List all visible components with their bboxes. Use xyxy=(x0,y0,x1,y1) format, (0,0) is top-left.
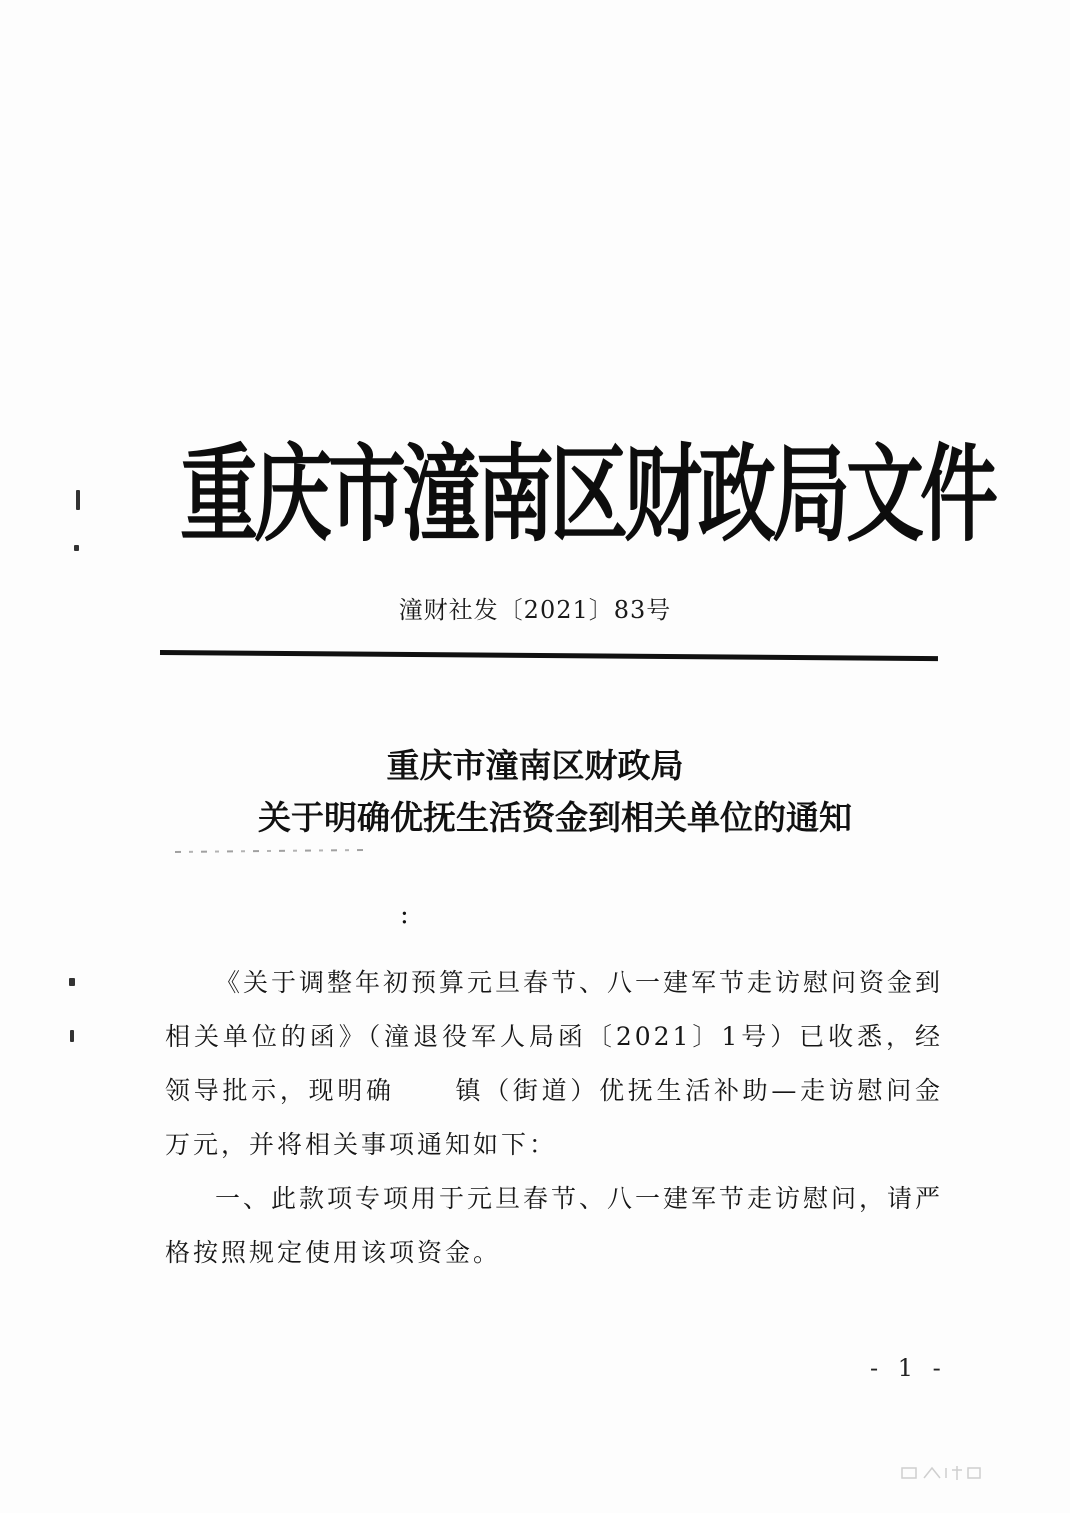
paragraph-1-part-1: 《关于调整年初预算元旦春节、八一建军节走访慰问资金到相关单位的函》（潼退役军人局函〔2021〕1号）已收悉，经领导批示，现明确 xyxy=(165,968,944,1105)
scan-mark xyxy=(69,978,75,986)
salutation: : xyxy=(400,900,409,930)
notice-title-line1: 重庆市潼南区财政局 xyxy=(386,746,684,785)
document-number: 潼财社发〔2021〕83号 xyxy=(398,596,672,624)
page-number: - 1 - xyxy=(870,1354,947,1382)
paragraph-2: 一、此款项专项用于元旦春节、八一建军节走访慰问，请严格按照规定使用该项资金。 xyxy=(165,1184,944,1267)
notice-title xyxy=(0,740,1070,844)
paragraph-1-part-2: 镇（街道）优抚生活补助—走访慰问金 xyxy=(454,1076,943,1105)
header-separator-line xyxy=(160,650,938,661)
paragraph-1 xyxy=(165,956,943,1172)
scan-streak xyxy=(175,849,365,853)
paragraph-1-part-3: 万元，并将相关事项通知如下： xyxy=(165,1130,558,1159)
scan-mark xyxy=(76,490,80,510)
body-text xyxy=(165,956,943,1280)
scan-mark xyxy=(70,1030,74,1042)
scan-mark xyxy=(74,545,79,551)
document-header: 重庆市潼南区财政局文件 xyxy=(180,435,995,557)
notice-title-line2: 关于明确优抚生活资金到相关单位的通知 xyxy=(258,798,852,837)
watermark-logo xyxy=(900,1462,990,1484)
